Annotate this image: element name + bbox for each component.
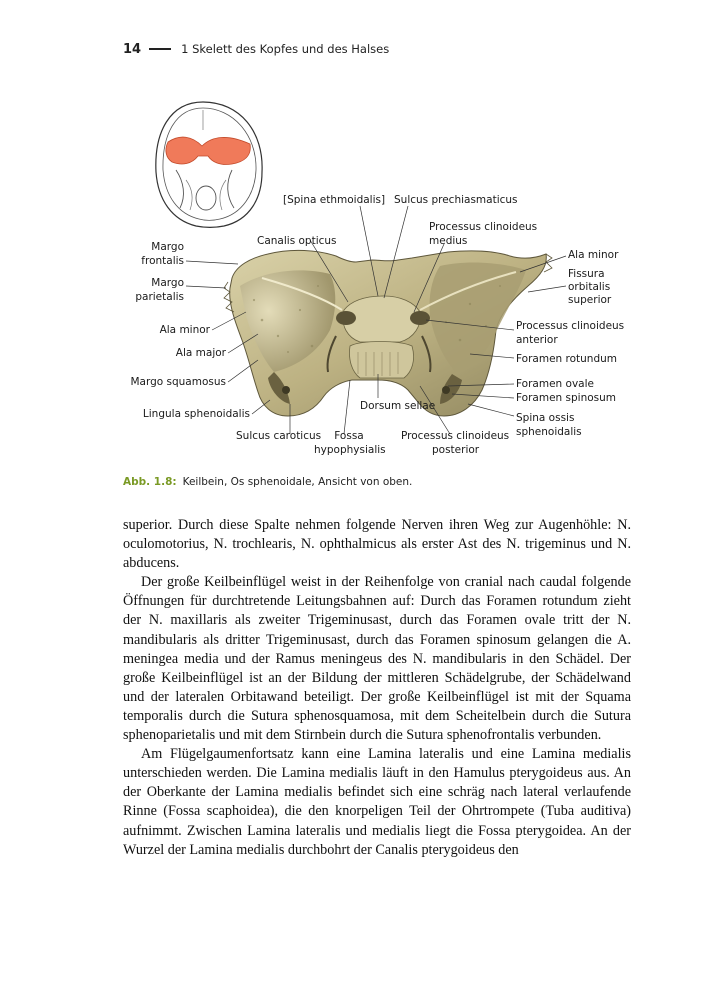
label-fossa-1: Fossa [334,430,364,442]
body-text [123,516,631,860]
figure-caption [123,476,412,488]
label-proc-clinoideus-anterior-2: anterior [516,334,558,346]
sphenoid-bone [224,250,552,416]
label-foramen-spinosum: Foramen spinosum [516,392,617,404]
label-margo-parietalis-1: Margo [151,277,184,289]
label-fossa-2: hypophysialis [314,444,386,456]
label-foramen-rotundum: Foramen rotundum [516,353,618,365]
caption-label: Abb. 1.8: [123,476,177,488]
label-foramen-ovale: Foramen ovale [516,378,594,390]
label-ala-minor-right: Ala minor [568,249,619,261]
label-spina-ossis-1: Spina ossis [516,412,575,424]
page-header [123,40,389,58]
figure-sphenoid [0,90,708,470]
header-rule [149,48,171,50]
label-canalis-opticus: Canalis opticus [257,235,337,247]
caption-text: Keilbein, Os sphenoidale, Ansicht von oben. [182,476,413,488]
label-fissura-3: superior [568,294,612,306]
label-proc-clinoideus-medius-2: medius [429,235,468,247]
label-ala-minor-left: Ala minor [159,324,210,336]
label-sulcus-prechiasmaticus: Sulcus prechiasmaticus [394,194,518,206]
label-proc-clinoideus-anterior-1: Processus clinoideus [516,320,625,332]
label-dorsum-sellae: Dorsum sellae [360,400,436,412]
label-margo-parietalis-2: parietalis [135,291,184,303]
label-spina-ethmoidalis: [Spina ethmoidalis] [283,194,386,206]
label-proc-clinoideus-posterior-2: posterior [432,444,480,456]
label-margo-squamosus: Margo squamosus [130,376,226,388]
label-fissura-2: orbitalis [568,281,611,293]
label-ala-major: Ala major [175,347,226,359]
page-number: 14 [123,41,142,57]
running-title: 1 Skelett des Kopfes und des Halses [181,42,390,56]
paragraph-2: Der große Keilbeinflügel weist in der Reihenfolge von cranial nach caudal folgende Öffnungen für durchtretende Leitungsbahnen auf: Durch das Foramen rotundum zieht der N. maxillaris als zweiter Trigeminusast, durch das Foramen ovale tritt der N. mandibularis als dritter Trigeminusast, durch das Foramen spinosum gelangen die A. meningea media und der Ramus meningeus des N. mandibularis in den Schädel. Der große Keilbeinflügel ist an der Bildung der mittleren Schädelgrube, der Schädelwand und der lateralen Orbitawand beteiligt. Der große Keilbeinflügel ist mit der Squama temporalis durch die Sutura sphenosquamosa, mit dem Scheitelbein durch die Sutura sphenoparietalis und mit dem Stirnbein durch die Sutura sphenofrontalis verbunden. [123,574,631,744]
label-margo-frontalis-1: Margo [151,241,184,253]
label-sulcus-caroticus: Sulcus caroticus [236,430,322,442]
label-proc-clinoideus-medius-1: Processus clinoideus [429,221,538,233]
label-margo-frontalis-2: frontalis [141,255,184,267]
label-fissura-1: Fissura [568,268,605,280]
paragraph-3: Am Flügelgaumenfortsatz kann eine Lamina lateralis und eine Lamina medialis unterschieden werden. Die Lamina medialis läuft in den Hamulus pterygoideus aus. An der Oberkante der Lamina medialis befindet sich eine schräg nach lateral verlaufende Rinne (Fossa scaphoidea), die den knorpeligen Teil der Ohrtrompete (Tuba auditiva) aufnimmt. Zwischen Lamina lateralis und medialis liegt die Fossa pterygoidea. An der Wurzel der Lamina medialis durchbohrt der Canalis pterygoideus den [123,746,631,858]
label-lingula-sphenoidalis: Lingula sphenoidalis [142,408,250,420]
skull-thumbnail [156,102,262,228]
label-spina-ossis-2: sphenoidalis [516,426,582,438]
paragraph-1: superior. Durch diese Spalte nehmen folgende Nerven ihren Weg zur Augenhöhle: N. oculomotorius, N. trochlearis, N. ophthalmicus als erster Ast des N. trigeminus und N. abducens. [123,517,631,572]
label-proc-clinoideus-posterior-1: Processus clinoideus [401,430,510,442]
